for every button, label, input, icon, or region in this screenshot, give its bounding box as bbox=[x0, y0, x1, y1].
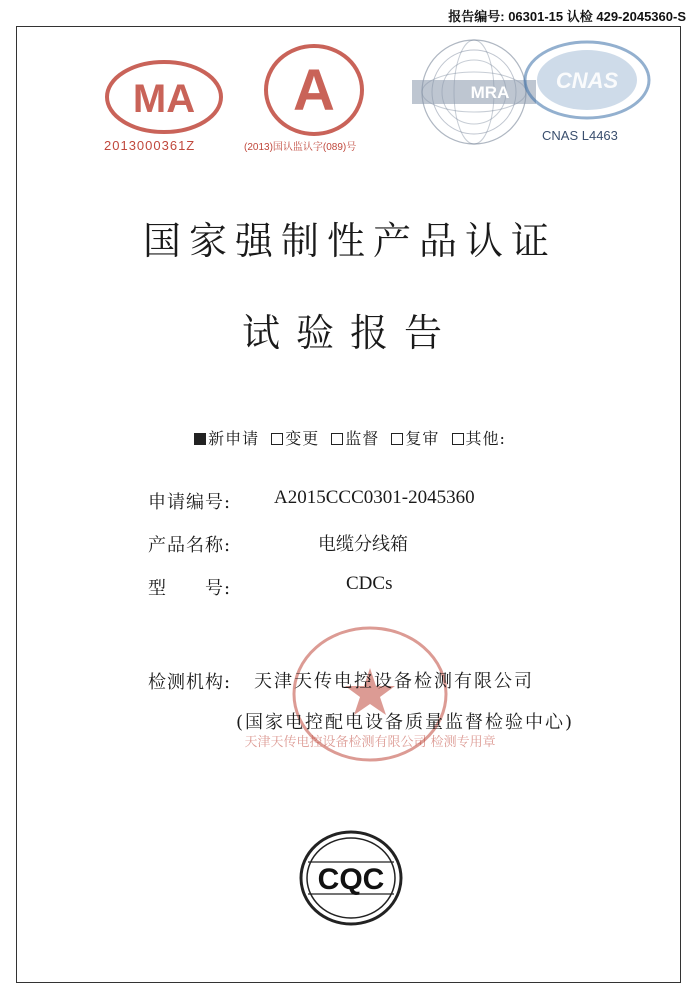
ma-seal-icon bbox=[104, 58, 224, 136]
application-no-value: A2015CCC0301-2045360 bbox=[274, 487, 475, 508]
official-stamp-text: 天津天传电控设备检测有限公司 检测专用章 bbox=[244, 735, 496, 750]
application-no-label: 申请编号: bbox=[148, 492, 232, 513]
ma-seal-text: MA bbox=[132, 77, 196, 121]
cnas-seal-icon bbox=[522, 38, 652, 122]
checkbox-icon bbox=[271, 433, 283, 445]
report-type-options bbox=[0, 426, 700, 449]
type-new-application: 新申请 bbox=[194, 426, 259, 449]
model-value: CDCs bbox=[346, 573, 393, 594]
cqc-logo-icon bbox=[296, 826, 406, 930]
institution-alias: (国家电控配电设备质量监督检验中心) bbox=[236, 712, 575, 733]
cnas-seal-text: CNAS bbox=[555, 68, 619, 93]
ca-seal-icon bbox=[262, 42, 366, 138]
report-number-value: 06301-15 认检 429-2045360-S bbox=[508, 9, 686, 24]
ilac-mra-seal-icon bbox=[410, 36, 538, 148]
institution-label: 检测机构: bbox=[148, 672, 232, 693]
type-other: 其他: bbox=[452, 426, 506, 449]
checkbox-icon bbox=[391, 433, 403, 445]
institution-value: 天津天传电控设备检测有限公司 bbox=[254, 671, 534, 692]
cnas-seal-number: CNAS L4463 bbox=[542, 128, 618, 143]
report-number bbox=[448, 6, 686, 25]
model-label: 型 号: bbox=[148, 578, 232, 599]
type-review: 复审 bbox=[391, 426, 439, 449]
report-number-label: 报告编号: bbox=[448, 9, 505, 24]
ilac-mra-text: MRA bbox=[470, 83, 510, 102]
checked-box-icon bbox=[194, 433, 206, 445]
ca-seal-text: A bbox=[293, 58, 335, 123]
report-subtitle: 试验报告 bbox=[241, 311, 458, 355]
type-change: 变更 bbox=[271, 426, 319, 449]
type-supervision: 监督 bbox=[331, 426, 379, 449]
checkbox-icon bbox=[331, 433, 343, 445]
ca-seal-number: (2013)国认监认字(089)号 bbox=[244, 142, 357, 153]
ma-seal-number: 2013000361Z bbox=[104, 138, 196, 153]
product-name-value: 电缆分线箱 bbox=[318, 534, 408, 555]
product-name-label: 产品名称: bbox=[148, 535, 232, 556]
report-title: 国家强制性产品认证 bbox=[142, 219, 557, 263]
checkbox-icon bbox=[452, 433, 464, 445]
cqc-logo-text: CQC bbox=[317, 863, 385, 896]
